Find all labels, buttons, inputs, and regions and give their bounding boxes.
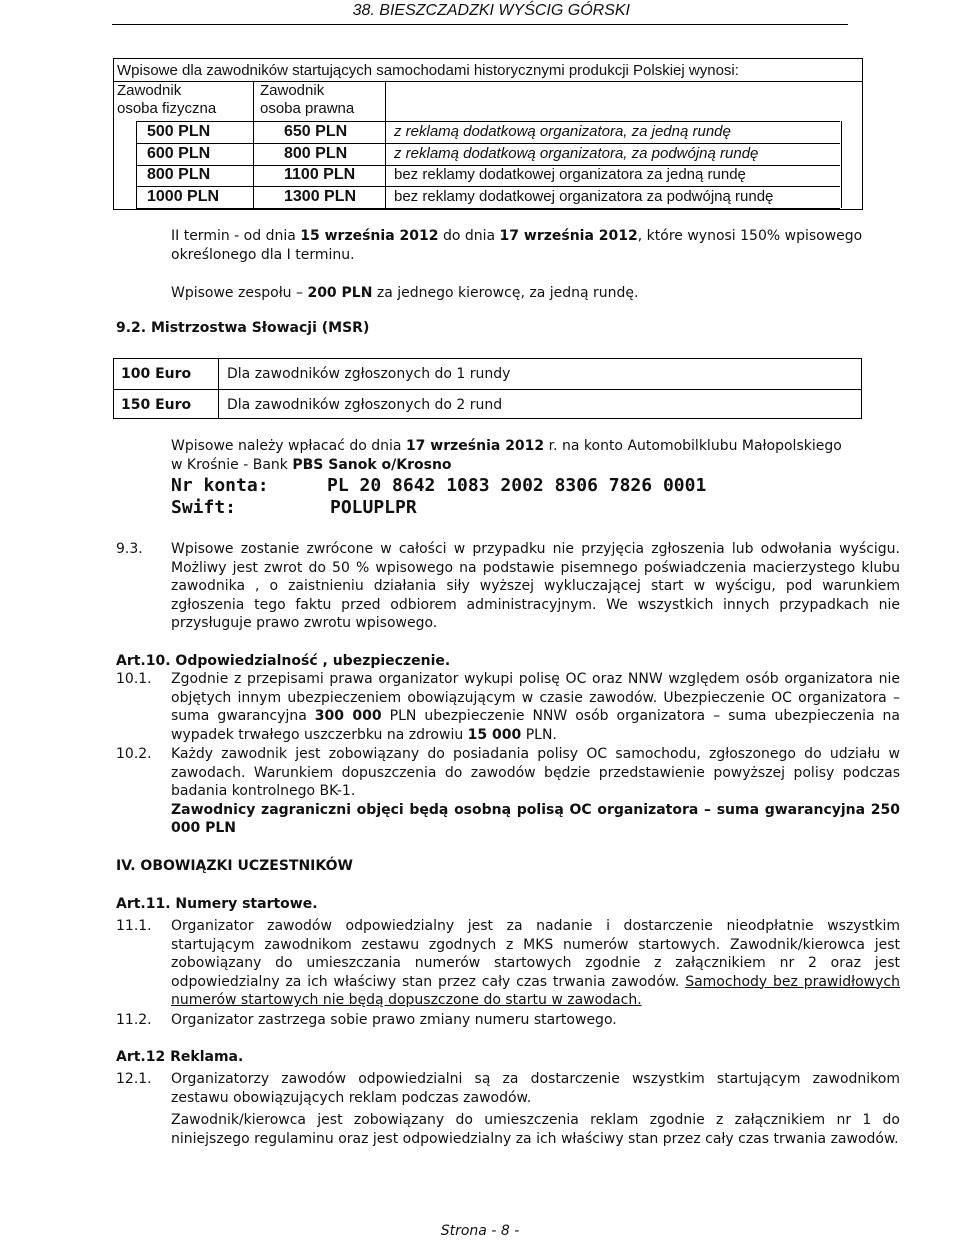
msr-amount: 150 Euro: [121, 397, 192, 413]
section-iv-heading: IV. OBOWIĄZKI UCZESTNIKÓW: [116, 858, 353, 874]
team-fee-amount: 200 PLN: [307, 285, 373, 301]
fee-col1-head-2: osoba fizyczna: [117, 100, 217, 117]
fee-legal-person: 800 PLN: [284, 145, 348, 162]
fee-legal-person: 1300 PLN: [284, 188, 357, 205]
msr-fee-table: [113, 358, 862, 419]
fee-natural-person: 800 PLN: [147, 166, 211, 183]
second-term-start-date: 15 września 2012: [300, 228, 439, 244]
start-numbers-paragraph: Organizator zawodów odpowiedzialny jest za nadanie i dostarczenie nieodpłatnie wszystkim startującym zawodnikom zestawu zgodnych z MKS numerów startowych. Zawodnik/kierowca jest zobowiązany do umieszczania numerów startowych zgodnie z załącznikiem nr 2 oraz jest odpowiedzialny za ich właściwy stan przez cały czas trwania zawodów. Samochody bez prawidłowych numerów startowych nie będą dopuszczone do startu w zawodach.: [171, 918, 900, 1008]
fee-col2-head-2: osoba prawna: [260, 100, 355, 117]
fee-table-intro: Wpisowe dla zawodników startujących samochodami historycznymi produkcji Polskiej wynosi:: [117, 62, 739, 79]
art12-heading: Art.12 Reklama.: [116, 1049, 244, 1065]
oc-policy-paragraph: Każdy zawodnik jest zobowiązany do posiadania polisy OC samochodu, zgłoszonego do udziału w zawodach. Warunkiem dopuszczenia do zawodów będzie przedstawienie powyższej polisy podczas badania kontrolnego BK-1. Zawodnicy zagraniczni objęci będą osobną polisą OC organizatora – suma gwarancyjna 250 000 PLN: [171, 746, 900, 836]
section-number: 10.2.: [116, 746, 152, 762]
advertising-placement-paragraph: Zawodnik/kierowca jest zobowiązany do umieszczenia reklam zgodnie z załącznikiem nr 1 do niniejszego regulaminu oraz jest odpowiedzialny za ich właściwy stan przez cały czas trwania zawodów.: [171, 1112, 900, 1147]
fee-legal-person: 1100 PLN: [284, 166, 356, 183]
refund-paragraph: Wpisowe zostanie zwrócone w całości w przypadku nie przyjęcia zgłoszenia lub odwołania wyścigu. Możliwy jest zwrot do 50 % wpisowego na podstawie pisemnego poświadczenia macierzystego klubu zawodnika , o zaistnieniu działania siły wyższej wykluczającej start w wyścigu, pod warunkiem zgłoszenia tego faktu przed odbiorem administracyjnym. We wszystkich innych przypadkach nie przysługuje prawo zwrotu wpisowego.: [171, 541, 900, 631]
second-term-end-date: 17 września 2012: [499, 228, 638, 244]
fee-condition: z reklamą dodatkową organizatora, za podwójną rundę: [394, 145, 759, 162]
historic-fee-table: [113, 58, 863, 210]
fee-condition: z reklamą dodatkową organizatora, za jedną rundę: [394, 123, 731, 140]
section-number: 10.1.: [116, 671, 152, 687]
advertising-paragraph: Organizatorzy zawodów odpowiedzialni są za dostarczenie wszystkim startującym zawodnikom zestawu obowiązujących reklam podczas zawodów.: [171, 1071, 900, 1106]
fee-natural-person: 600 PLN: [147, 145, 211, 162]
msr-heading: 9.2. Mistrzostwa Słowacji (MSR): [116, 320, 370, 336]
team-fee-paragraph: Wpisowe zespołu – 200 PLN za jednego kierowcę, za jedną rundę.: [171, 285, 639, 301]
account-label: Nr konta:: [171, 475, 269, 496]
section-number: 9.3.: [116, 541, 143, 557]
page-number: Strona - 8 -: [440, 1223, 520, 1239]
fee-col1-head-1: Zawodnik: [117, 82, 182, 99]
insurance-paragraph: Zgodnie z przepisami prawa organizator wykupi polisę OC oraz NNW względem osób organizatora nie objętych innym ubezpieczeniem obowiązującym w czasie zawodów. Ubezpieczenie OC organizatora – suma gwarancyjna 300 000 PLN ubezpieczenie NNW osób organizatora – suma ubezpieczenia na wypadek trwałego uszczerbku na zdrowiu 15 000 PLN.: [171, 671, 900, 743]
art11-heading: Art.11. Numery startowe.: [116, 896, 318, 912]
section-number: 11.1.: [116, 918, 152, 934]
header-divider: [112, 24, 848, 25]
swift-code: POLUPLPR: [330, 497, 417, 518]
bank-name: PBS Sanok o/Krosno: [292, 456, 452, 473]
header-title: 38. BIESZCZADZKI WYŚCIG GÓRSKI: [352, 2, 630, 19]
art10-heading: Art.10. Odpowiedzialność , ubezpieczenie.: [116, 653, 451, 669]
number-change-paragraph: Organizator zastrzega sobie prawo zmiany numeru startowego.: [171, 1012, 617, 1028]
fee-legal-person: 650 PLN: [284, 123, 348, 140]
fee-col2-head-1: Zawodnik: [260, 82, 325, 99]
account-number: PL 20 8642 1083 2002 8306 7826 0001: [327, 475, 707, 496]
fee-natural-person: 500 PLN: [147, 123, 211, 140]
msr-description: Dla zawodników zgłoszonych do 1 rundy: [227, 366, 511, 382]
msr-amount: 100 Euro: [121, 366, 192, 382]
fee-condition: bez reklamy dodatkowej organizatora za podwójną rundę: [394, 188, 774, 205]
fee-condition: bez reklamy dodatkowej organizatora za jedną rundę: [394, 166, 746, 183]
second-term-paragraph: II termin - od dnia 15 września 2012 do dnia 17 września 2012, które wynosi 150% wpisowego określonego dla I terminu.: [171, 228, 863, 263]
msr-description: Dla zawodników zgłoszonych do 2 rund: [227, 397, 503, 413]
section-number: 12.1.: [116, 1071, 152, 1087]
foreign-drivers-note: Zawodnicy zagraniczni objęci będą osobną polisą OC organizatora – suma gwarancyjna 250 000 PLN: [171, 801, 900, 836]
fee-natural-person: 1000 PLN: [147, 188, 220, 205]
swift-label: Swift:: [171, 497, 237, 518]
start-numbers-warning: Samochody bez prawidłowych numerów startowych nie będą dopuszczone do startu w zawodach.: [171, 973, 900, 1008]
payment-paragraph: Wpisowe należy wpłacać do dnia 17 września 2012 r. na konto Automobilklubu Małopolskiego w Krośnie - Bank PBS Sanok o/Krosno: [171, 438, 842, 473]
section-number: 11.2.: [116, 1012, 152, 1028]
payment-deadline: 17 września 2012: [405, 438, 545, 454]
